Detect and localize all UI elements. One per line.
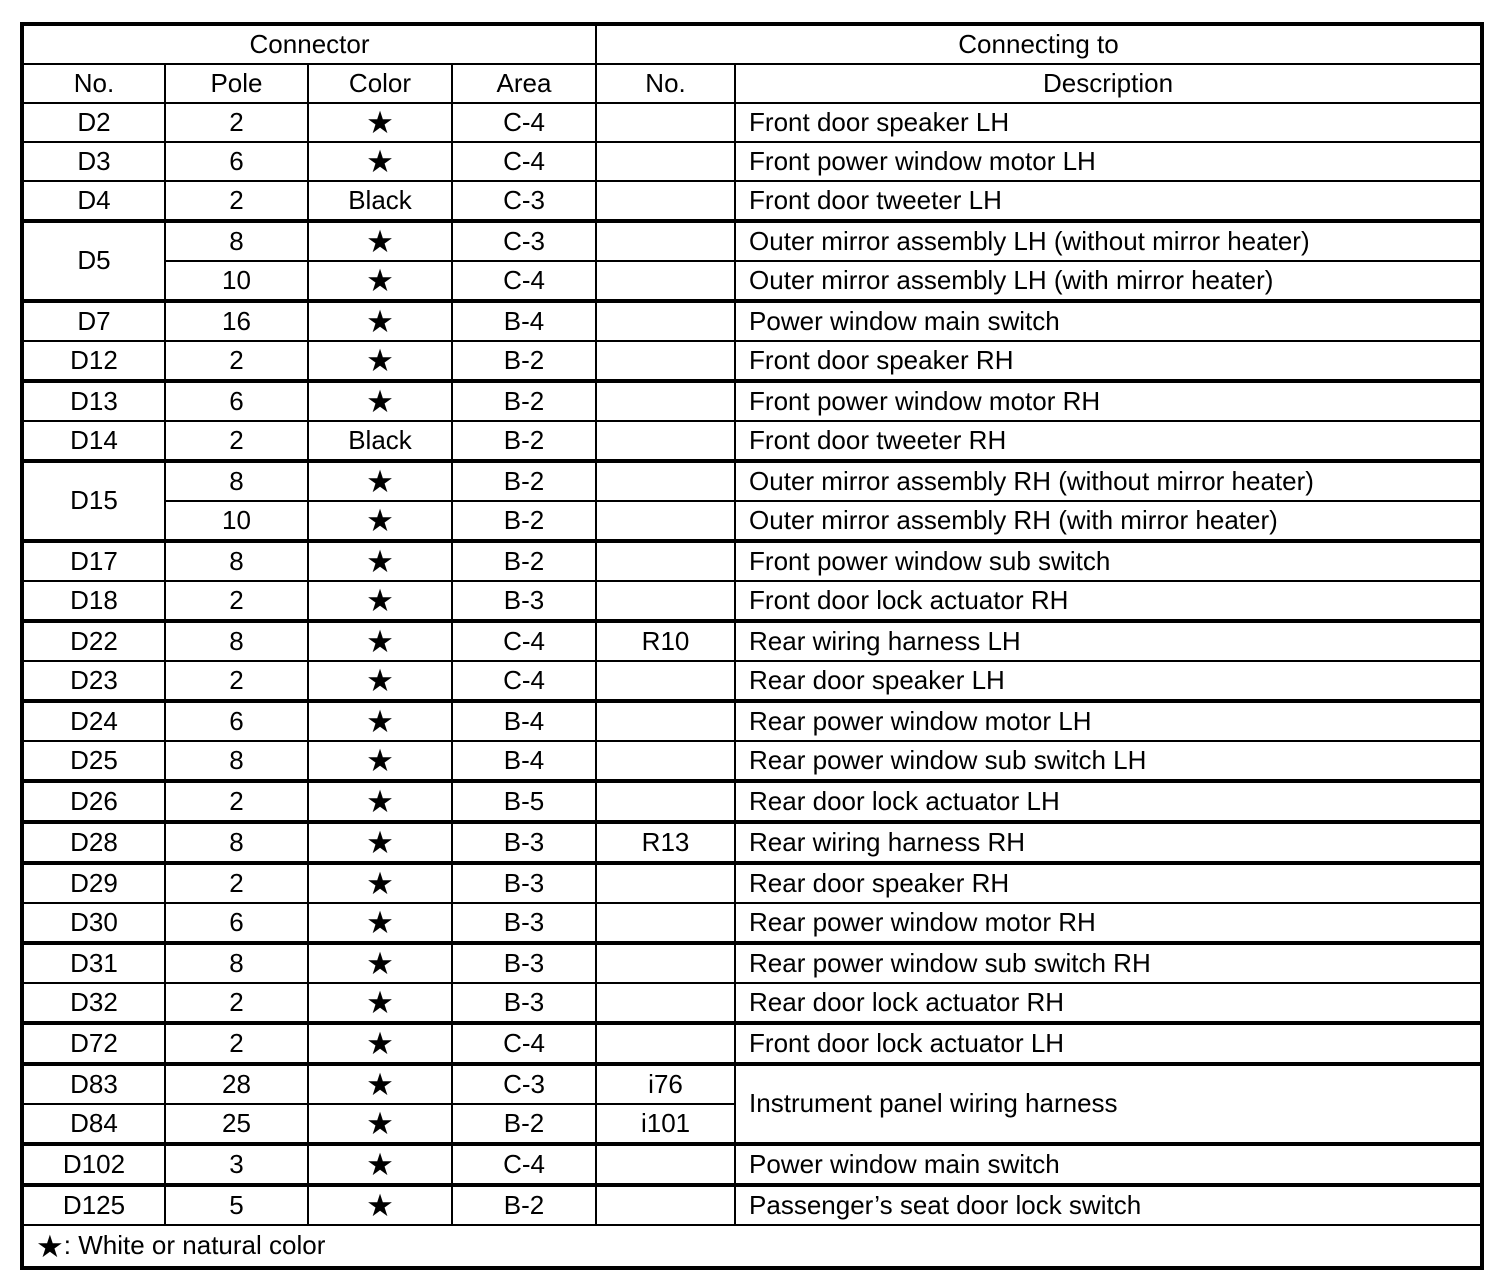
cell-connector-no: D28 <box>22 822 165 863</box>
cell-pole: 6 <box>165 903 308 943</box>
cell-pole: 10 <box>165 261 308 301</box>
cell-connecting-no <box>596 983 735 1023</box>
cell-description: Rear power window sub switch LH <box>735 741 1482 781</box>
cell-pole: 2 <box>165 181 308 221</box>
column-header-area: Area <box>452 64 596 103</box>
group-header-connector: Connector <box>22 24 596 64</box>
table-row <box>22 1023 1482 1064</box>
cell-color: ★ <box>308 1104 452 1144</box>
cell-pole: 2 <box>165 1023 308 1064</box>
cell-color: ★ <box>308 621 452 661</box>
table-row <box>22 822 1482 863</box>
cell-connecting-no <box>596 903 735 943</box>
cell-area: C-4 <box>452 1023 596 1064</box>
cell-connector-no: D4 <box>22 181 165 221</box>
cell-pole: 8 <box>165 943 308 983</box>
cell-color: ★ <box>308 1185 452 1225</box>
cell-pole: 2 <box>165 581 308 621</box>
cell-connector-no: D31 <box>22 943 165 983</box>
cell-connecting-no <box>596 381 735 421</box>
cell-connector-no: D3 <box>22 142 165 181</box>
column-header-row <box>22 64 1482 103</box>
cell-pole: 2 <box>165 421 308 461</box>
star-icon: ★ <box>36 1228 64 1264</box>
cell-color: ★ <box>308 1064 452 1104</box>
cell-color: ★ <box>308 301 452 341</box>
cell-color: ★ <box>308 741 452 781</box>
cell-connector-no: D125 <box>22 1185 165 1225</box>
cell-connecting-no <box>596 181 735 221</box>
cell-area: B-2 <box>452 381 596 421</box>
cell-color: ★ <box>308 983 452 1023</box>
cell-color: ★ <box>308 581 452 621</box>
cell-color: Black <box>308 181 452 221</box>
table-row <box>22 661 1482 701</box>
legend-text: : White or natural color <box>63 1229 326 1260</box>
cell-connector-no: D23 <box>22 661 165 701</box>
table-row <box>22 983 1482 1023</box>
cell-area: B-4 <box>452 301 596 341</box>
table-row <box>22 501 1482 541</box>
cell-color: ★ <box>308 103 452 142</box>
cell-description: Outer mirror assembly LH (without mirror heater) <box>735 221 1482 261</box>
cell-color: ★ <box>308 661 452 701</box>
cell-description: Outer mirror assembly RH (without mirror heater) <box>735 461 1482 501</box>
table-row <box>22 581 1482 621</box>
cell-color: ★ <box>308 1023 452 1064</box>
table-row <box>22 421 1482 461</box>
cell-connecting-no: i101 <box>596 1104 735 1144</box>
table-row <box>22 103 1482 142</box>
legend-cell <box>22 1225 1482 1268</box>
cell-description: Power window main switch <box>735 1144 1482 1185</box>
cell-description: Front power window motor RH <box>735 381 1482 421</box>
table-row <box>22 142 1482 181</box>
cell-pole: 8 <box>165 822 308 863</box>
cell-description: Front door speaker LH <box>735 103 1482 142</box>
cell-connector-no: D18 <box>22 581 165 621</box>
cell-area: C-4 <box>452 621 596 661</box>
cell-pole: 2 <box>165 781 308 822</box>
cell-description: Rear wiring harness LH <box>735 621 1482 661</box>
cell-description: Passenger’s seat door lock switch <box>735 1185 1482 1225</box>
cell-connector-no: D24 <box>22 701 165 741</box>
cell-description: Power window main switch <box>735 301 1482 341</box>
table-row <box>22 341 1482 381</box>
cell-color: ★ <box>308 822 452 863</box>
table-row <box>22 781 1482 822</box>
column-header-pole: Pole <box>165 64 308 103</box>
table-row <box>22 261 1482 301</box>
cell-color: ★ <box>308 142 452 181</box>
cell-description: Front door speaker RH <box>735 341 1482 381</box>
cell-area: C-3 <box>452 181 596 221</box>
cell-pole: 2 <box>165 341 308 381</box>
cell-connecting-no <box>596 501 735 541</box>
cell-pole: 6 <box>165 142 308 181</box>
cell-pole: 6 <box>165 701 308 741</box>
cell-connector-no: D17 <box>22 541 165 581</box>
legend-row <box>22 1225 1482 1268</box>
group-header-connecting-to: Connecting to <box>596 24 1482 64</box>
cell-connector-no: D14 <box>22 421 165 461</box>
cell-connecting-no <box>596 142 735 181</box>
cell-connecting-no <box>596 581 735 621</box>
cell-description: Rear door lock actuator RH <box>735 983 1482 1023</box>
cell-description: Outer mirror assembly LH (with mirror heater) <box>735 261 1482 301</box>
cell-pole: 2 <box>165 863 308 903</box>
cell-connecting-no <box>596 1144 735 1185</box>
cell-color: ★ <box>308 341 452 381</box>
table-row <box>22 1144 1482 1185</box>
cell-connecting-no <box>596 221 735 261</box>
group-header-row <box>22 24 1482 64</box>
cell-pole: 10 <box>165 501 308 541</box>
table-row <box>22 181 1482 221</box>
cell-area: B-4 <box>452 701 596 741</box>
cell-area: B-3 <box>452 903 596 943</box>
cell-connecting-no <box>596 341 735 381</box>
cell-area: B-2 <box>452 501 596 541</box>
cell-description: Rear door lock actuator LH <box>735 781 1482 822</box>
cell-pole: 25 <box>165 1104 308 1144</box>
cell-pole: 8 <box>165 221 308 261</box>
cell-connecting-no <box>596 1185 735 1225</box>
cell-pole: 16 <box>165 301 308 341</box>
cell-area: C-4 <box>452 103 596 142</box>
cell-pole: 8 <box>165 741 308 781</box>
table-row <box>22 381 1482 421</box>
cell-connector-no: D32 <box>22 983 165 1023</box>
cell-connecting-no <box>596 863 735 903</box>
cell-area: C-3 <box>452 1064 596 1104</box>
cell-connector-no: D12 <box>22 341 165 381</box>
cell-area: B-2 <box>452 461 596 501</box>
cell-connector-no: D30 <box>22 903 165 943</box>
cell-area: B-4 <box>452 741 596 781</box>
cell-color: ★ <box>308 461 452 501</box>
cell-connector-no: D2 <box>22 103 165 142</box>
cell-connector-no: D5 <box>22 221 165 301</box>
cell-connector-no: D84 <box>22 1104 165 1144</box>
table-row <box>22 461 1482 501</box>
cell-pole: 8 <box>165 461 308 501</box>
cell-color: ★ <box>308 261 452 301</box>
cell-area: B-3 <box>452 983 596 1023</box>
cell-area: B-5 <box>452 781 596 822</box>
cell-connector-no: D22 <box>22 621 165 661</box>
cell-pole: 2 <box>165 983 308 1023</box>
table-row <box>22 301 1482 341</box>
table-row <box>22 1064 1482 1104</box>
cell-area: B-2 <box>452 1104 596 1144</box>
cell-connecting-no: i76 <box>596 1064 735 1104</box>
cell-color: ★ <box>308 943 452 983</box>
cell-connecting-no <box>596 781 735 822</box>
cell-connector-no: D29 <box>22 863 165 903</box>
cell-connector-no: D102 <box>22 1144 165 1185</box>
cell-connector-no: D7 <box>22 301 165 341</box>
cell-color: ★ <box>308 381 452 421</box>
cell-description: Outer mirror assembly RH (with mirror heater) <box>735 501 1482 541</box>
cell-description: Instrument panel wiring harness <box>735 1064 1482 1144</box>
cell-connecting-no: R13 <box>596 822 735 863</box>
cell-connector-no: D72 <box>22 1023 165 1064</box>
cell-color: ★ <box>308 863 452 903</box>
cell-connecting-no <box>596 541 735 581</box>
cell-color: ★ <box>308 1144 452 1185</box>
cell-pole: 3 <box>165 1144 308 1185</box>
column-header-description: Description <box>735 64 1482 103</box>
cell-connector-no: D83 <box>22 1064 165 1104</box>
table-row <box>22 541 1482 581</box>
cell-area: C-4 <box>452 661 596 701</box>
column-header-connector-no: No. <box>22 64 165 103</box>
cell-color: ★ <box>308 903 452 943</box>
cell-area: B-3 <box>452 822 596 863</box>
table-row <box>22 943 1482 983</box>
cell-area: C-4 <box>452 1144 596 1185</box>
cell-connecting-no <box>596 421 735 461</box>
cell-connecting-no <box>596 261 735 301</box>
cell-area: C-4 <box>452 261 596 301</box>
cell-area: B-3 <box>452 581 596 621</box>
cell-description: Front power window motor LH <box>735 142 1482 181</box>
cell-color: ★ <box>308 501 452 541</box>
cell-connecting-no <box>596 1023 735 1064</box>
cell-connecting-no <box>596 741 735 781</box>
cell-area: B-2 <box>452 1185 596 1225</box>
cell-description: Rear power window sub switch RH <box>735 943 1482 983</box>
cell-color: ★ <box>308 221 452 261</box>
table-row <box>22 1185 1482 1225</box>
column-header-connecting-no: No. <box>596 64 735 103</box>
cell-connector-no: D25 <box>22 741 165 781</box>
cell-pole: 28 <box>165 1064 308 1104</box>
cell-connecting-no <box>596 701 735 741</box>
cell-description: Rear wiring harness RH <box>735 822 1482 863</box>
cell-connector-no: D15 <box>22 461 165 541</box>
cell-connector-no: D13 <box>22 381 165 421</box>
cell-pole: 8 <box>165 621 308 661</box>
cell-description: Rear door speaker LH <box>735 661 1482 701</box>
cell-description: Front door tweeter RH <box>735 421 1482 461</box>
column-header-color: Color <box>308 64 452 103</box>
cell-description: Rear power window motor LH <box>735 701 1482 741</box>
cell-pole: 8 <box>165 541 308 581</box>
cell-connecting-no <box>596 103 735 142</box>
cell-pole: 2 <box>165 103 308 142</box>
cell-description: Front power window sub switch <box>735 541 1482 581</box>
cell-color: ★ <box>308 701 452 741</box>
cell-area: B-3 <box>452 863 596 903</box>
cell-connecting-no <box>596 301 735 341</box>
table-row <box>22 701 1482 741</box>
table-row <box>22 863 1482 903</box>
cell-area: B-2 <box>452 421 596 461</box>
connector-table <box>20 22 1484 1270</box>
cell-description: Rear power window motor RH <box>735 903 1482 943</box>
cell-description: Front door tweeter LH <box>735 181 1482 221</box>
cell-description: Rear door speaker RH <box>735 863 1482 903</box>
cell-color: ★ <box>308 781 452 822</box>
cell-description: Front door lock actuator RH <box>735 581 1482 621</box>
cell-connecting-no: R10 <box>596 621 735 661</box>
cell-color: ★ <box>308 541 452 581</box>
cell-area: B-2 <box>452 541 596 581</box>
cell-area: B-2 <box>452 341 596 381</box>
table-row <box>22 221 1482 261</box>
cell-area: C-3 <box>452 221 596 261</box>
cell-color: Black <box>308 421 452 461</box>
cell-connector-no: D26 <box>22 781 165 822</box>
cell-pole: 5 <box>165 1185 308 1225</box>
cell-connecting-no <box>596 661 735 701</box>
table-row <box>22 903 1482 943</box>
cell-area: C-4 <box>452 142 596 181</box>
cell-connecting-no <box>596 461 735 501</box>
cell-pole: 2 <box>165 661 308 701</box>
cell-connecting-no <box>596 943 735 983</box>
cell-description: Front door lock actuator LH <box>735 1023 1482 1064</box>
cell-area: B-3 <box>452 943 596 983</box>
cell-pole: 6 <box>165 381 308 421</box>
table-row <box>22 621 1482 661</box>
table-row <box>22 741 1482 781</box>
